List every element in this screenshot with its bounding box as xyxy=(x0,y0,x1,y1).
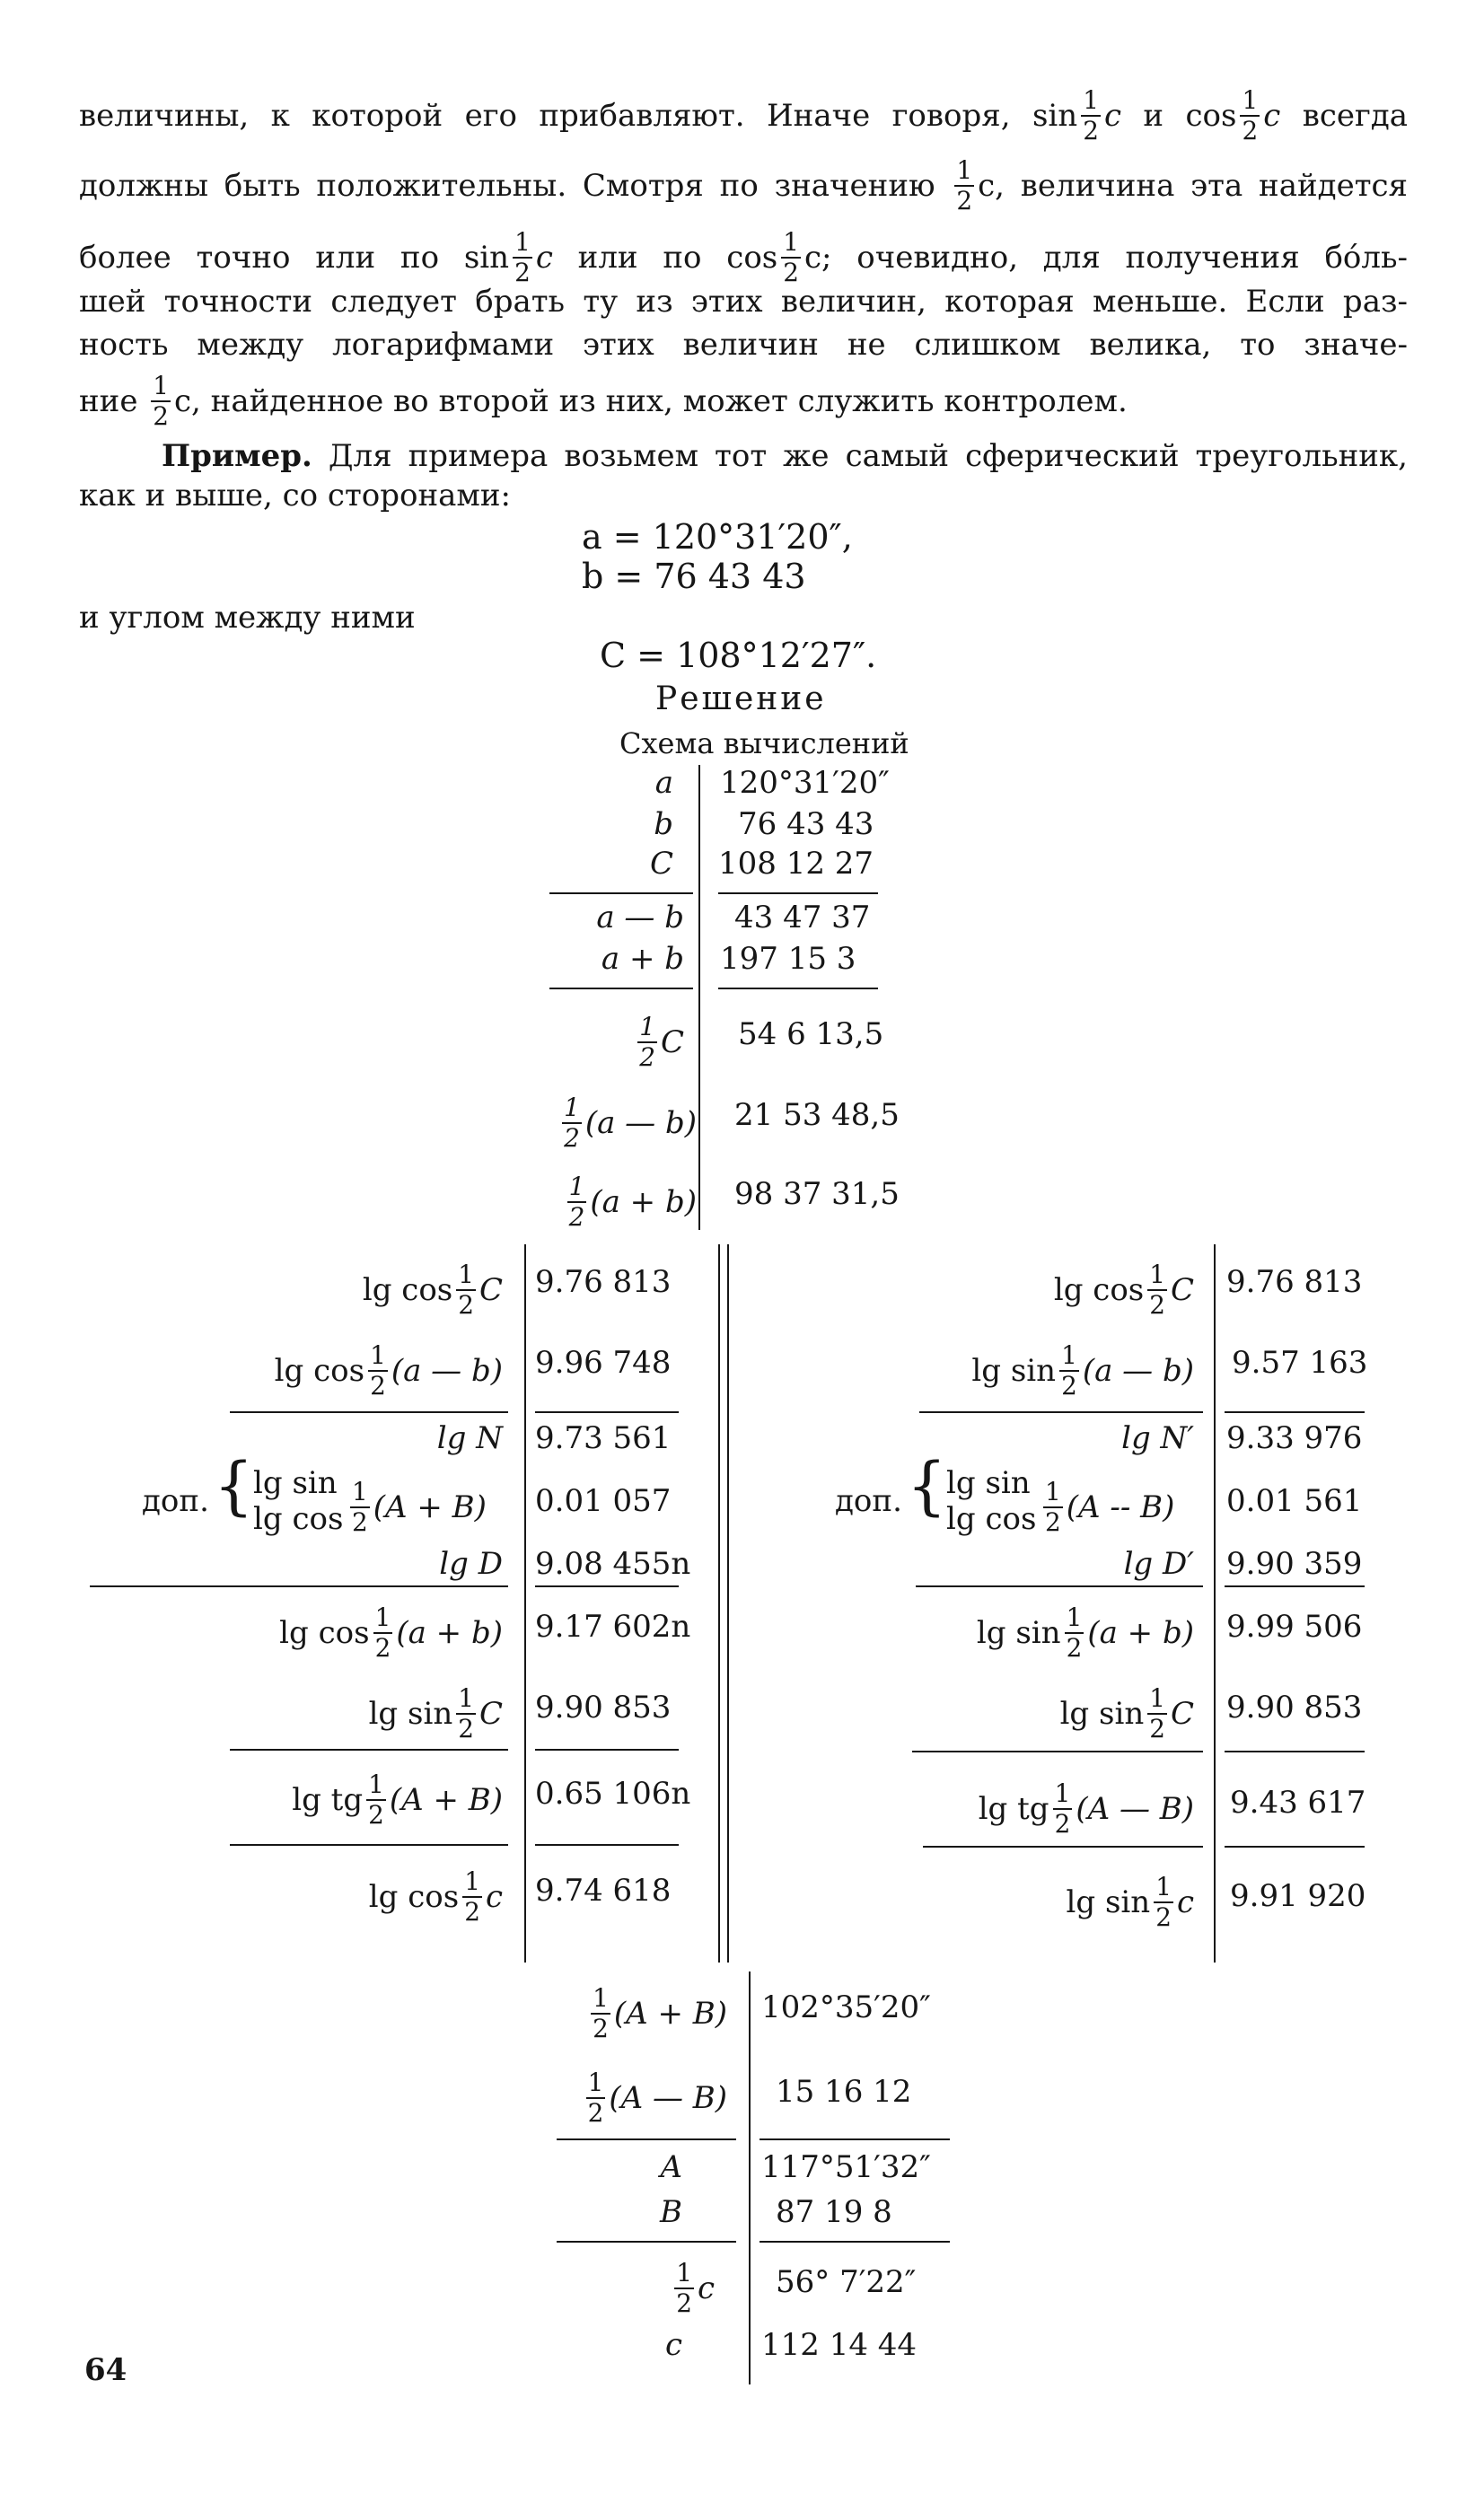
right-value: 9.99 506 xyxy=(1226,1609,1363,1645)
rule xyxy=(760,2241,950,2243)
page-number: 64 xyxy=(84,2352,127,2388)
scheme-label: a + b xyxy=(601,941,684,977)
scheme-label: $\frac{1}{2}$ C xyxy=(639,1012,684,1072)
right-value: 9.90 359 xyxy=(1226,1546,1363,1582)
fraction-half: $\frac{1}{2}$ xyxy=(956,155,973,215)
scheme-label: a — b xyxy=(596,900,684,935)
final-value: 102°35′20″ xyxy=(761,1989,931,2025)
left-value: 9.74 618 xyxy=(535,1873,672,1909)
rule xyxy=(535,1844,679,1846)
text-line-3: более точно или по sin $\frac{1}{2}$ c или по cos $\frac{1}{2}$ c; очевидно, для получения бóль- xyxy=(79,227,1408,287)
final-label: c xyxy=(664,2327,682,2363)
rule xyxy=(1225,1846,1365,1848)
rule xyxy=(919,1411,1203,1413)
right-label: lg N′ xyxy=(1121,1420,1194,1456)
scheme-divider xyxy=(698,765,700,1230)
scheme-value: 197 15 3 xyxy=(720,941,856,977)
scheme-value: 43 47 37 xyxy=(734,900,871,935)
final-label: A xyxy=(660,2149,682,2185)
rule xyxy=(1225,1585,1365,1587)
left-table-divider xyxy=(524,1244,526,1963)
scheme-label: $\frac{1}{2}$ (a — b) xyxy=(564,1093,697,1153)
scheme-value: 76 43 43 xyxy=(738,806,874,842)
rule xyxy=(535,1749,679,1751)
example-line: Пример. Для примера возьмем тот же самый сферический треугольник, xyxy=(162,438,1408,474)
left-label: lg cos $\frac{1}{2}$ c xyxy=(368,1866,503,1927)
scheme-label: b xyxy=(654,806,673,842)
final-value: 87 19 8 xyxy=(776,2194,892,2230)
left-label: lg cos $\frac{1}{2}$ C xyxy=(362,1260,503,1320)
fraction-half: $\frac{1}{2}$ xyxy=(514,227,531,287)
rule xyxy=(557,2241,736,2243)
brace: { xyxy=(907,1449,947,1523)
text-line-2: должны быть положительны. Смотря по значению $\frac{1}{2}$ c, величина эта найдется xyxy=(79,155,1409,215)
left-value: 9.76 813 xyxy=(535,1264,672,1300)
right-table-divider xyxy=(1214,1244,1216,1963)
text-line-1: величины, к которой его прибавляют. Иначе говоря, sin $\frac{1}{2}$ c и cos $\frac{1}{2}$ c всегда xyxy=(79,85,1409,145)
rule xyxy=(549,892,693,894)
dop-label: доп. xyxy=(142,1483,209,1519)
rule xyxy=(718,988,878,989)
center-double-line xyxy=(718,1244,720,1963)
right-label: lg sin $\frac{1}{2}$ (a + b) xyxy=(976,1603,1194,1663)
final-label: $\frac{1}{2}$ (A — B) xyxy=(587,2068,727,2128)
final-label: B xyxy=(660,2194,682,2230)
final-value: 112 14 44 xyxy=(761,2327,918,2363)
left-label: lg cos $\frac{1}{2}$ (a + b) xyxy=(279,1603,503,1663)
left-label: lg cos $\frac{1}{2}$ (a — b) xyxy=(274,1340,503,1401)
scheme-label: $\frac{1}{2}$ (a + b) xyxy=(568,1172,697,1232)
final-value: 56° 7′22″ xyxy=(776,2264,917,2300)
text-line-5: ность между логарифмами этих величин не слишком велика, то значе- xyxy=(79,327,1408,363)
rule xyxy=(912,1751,1203,1752)
right-value: 9.57 163 xyxy=(1232,1345,1368,1381)
scheme-value: 54 6 13,5 xyxy=(738,1016,884,1052)
left-label: lg D xyxy=(439,1546,503,1582)
right-label: lg sin $\frac{1}{2}$ c xyxy=(1066,1872,1194,1932)
angle-text: и углом между ними xyxy=(79,600,416,636)
left-value: 9.73 561 xyxy=(535,1420,672,1456)
fraction-half: $\frac{1}{2}$ xyxy=(153,371,170,431)
left-label: lg tg $\frac{1}{2}$ (A + B) xyxy=(292,1770,503,1830)
right-value: 9.76 813 xyxy=(1226,1264,1363,1300)
given-C: C = 108°12′27″. xyxy=(600,636,877,675)
right-label: lg cos $\frac{1}{2}$ C xyxy=(1053,1260,1194,1320)
scheme-title: Схема вычислений xyxy=(619,726,909,760)
left-value: 9.17 602n xyxy=(535,1609,691,1645)
right-label: lg sin xyxy=(946,1465,1031,1501)
fraction-half: $\frac{1}{2}$ xyxy=(1242,85,1259,145)
final-table-divider xyxy=(749,1971,751,2384)
example-line-2: как и выше, со сторонами: xyxy=(79,478,511,514)
given-b: b = 76 43 43 xyxy=(582,557,806,596)
brace: { xyxy=(214,1449,254,1523)
left-value: 0.65 106n xyxy=(535,1776,691,1812)
example-label: Пример. xyxy=(162,438,312,474)
solution-title: Решение xyxy=(655,681,827,717)
rule xyxy=(230,1411,508,1413)
left-value: 0.01 057 xyxy=(535,1483,672,1519)
final-value: 15 16 12 xyxy=(776,2074,912,2110)
fraction-half: $\frac{1}{2}$ xyxy=(1083,85,1099,145)
final-label: $\frac{1}{2}$ c xyxy=(676,2258,715,2318)
left-label: lg sin xyxy=(253,1465,338,1501)
scheme-value: 120°31′20″ xyxy=(720,765,890,801)
left-label: lg N xyxy=(436,1420,503,1456)
right-label: $\frac{1}{2}$ (A -- B) xyxy=(1045,1477,1175,1537)
right-value: 9.33 976 xyxy=(1226,1420,1363,1456)
scheme-label: a xyxy=(654,765,673,801)
right-value: 0.01 561 xyxy=(1226,1483,1363,1519)
text-line-6: ние $\frac{1}{2}$ c, найденное во второй из них, может служить контролем. xyxy=(79,371,1128,431)
right-label: lg D′ xyxy=(1123,1546,1194,1582)
rule xyxy=(90,1585,508,1587)
right-label: lg cos xyxy=(946,1501,1037,1537)
left-value: 9.90 853 xyxy=(535,1690,672,1726)
sin-word: sin xyxy=(1032,97,1078,134)
rule xyxy=(535,1585,679,1587)
right-label: lg sin $\frac{1}{2}$ C xyxy=(1059,1683,1194,1743)
final-label: $\frac{1}{2}$ (A + B) xyxy=(593,1983,727,2043)
right-label: lg tg $\frac{1}{2}$ (A — B) xyxy=(978,1778,1194,1839)
fraction-half: $\frac{1}{2}$ xyxy=(783,227,799,287)
right-value: 9.90 853 xyxy=(1226,1690,1363,1726)
left-label: lg sin $\frac{1}{2}$ C xyxy=(368,1683,503,1743)
rule xyxy=(557,2138,736,2140)
scheme-value: 98 37 31,5 xyxy=(734,1176,900,1212)
rule xyxy=(1225,1411,1365,1413)
rule xyxy=(549,988,693,989)
rule xyxy=(535,1411,679,1413)
right-value: 9.43 617 xyxy=(1230,1785,1366,1821)
dop-label: доп. xyxy=(835,1483,902,1519)
right-value: 9.91 920 xyxy=(1230,1878,1366,1914)
left-value: 9.96 748 xyxy=(535,1345,672,1381)
left-value: 9.08 455n xyxy=(535,1546,691,1582)
rule xyxy=(230,1844,508,1846)
right-label: lg sin $\frac{1}{2}$ (a — b) xyxy=(971,1340,1194,1401)
rule xyxy=(718,892,878,894)
scheme-value: 108 12 27 xyxy=(718,846,874,882)
left-label: $\frac{1}{2}$ (A + B) xyxy=(352,1477,487,1537)
center-double-line xyxy=(727,1244,729,1963)
rule xyxy=(923,1846,1203,1848)
scheme-label: C xyxy=(649,846,673,882)
rule xyxy=(230,1749,508,1751)
left-label: lg cos xyxy=(253,1501,344,1537)
rule xyxy=(760,2138,950,2140)
scheme-value: 21 53 48,5 xyxy=(734,1097,900,1133)
rule xyxy=(916,1585,1203,1587)
rule xyxy=(1225,1751,1365,1752)
text-line-4: шей точности следует брать ту из этих величин, которая меньше. Если раз- xyxy=(79,284,1408,320)
given-a: a = 120°31′20″, xyxy=(582,517,853,557)
final-value: 117°51′32″ xyxy=(761,2149,931,2185)
